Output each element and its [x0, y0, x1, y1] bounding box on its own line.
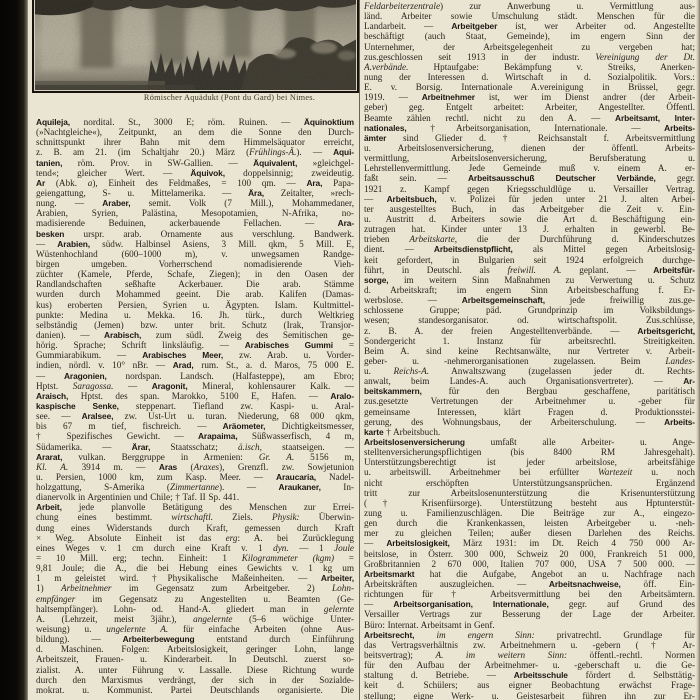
text-line: bis 67 m tief, fischreich. — Aräometer, Dichtigkeitsmesser, [36, 421, 354, 432]
text-line: wurden durch Mohammed geeint. Die arab. Kalifen (Damas- [36, 289, 354, 300]
text-line: 1921 z. Kampf gegen Kriegsschuldlüge u. Versailler Vertrag. [364, 183, 695, 194]
text-line: werbslose. — Arbeitsgemeinschaft, jede freiwillig zus.ge- [364, 295, 695, 306]
left-column [36, 117, 354, 695]
text-line: Büro: Internat. Arbeitsamt in Genf. [364, 619, 495, 630]
text-line: 1919. — Arbeitnehmer ist, wer im Dienst andrer (der Arbeit- [364, 92, 695, 103]
text-line: Arbeitsrecht, im engern Sinn: privatrechtl. Grundlage für [364, 629, 695, 640]
text-line: geber) geg. Entgelt arbeitet: Arbeiter, Angestellter. Öffentl. [364, 102, 695, 113]
text-line: (»Nachtgleiche«), Zeitpunkt, an dem die Sonne den Durch- [36, 127, 354, 138]
text-line: gen durch die Krankenkassen, leisten Arbeitgeber u. -neh- [364, 518, 695, 529]
text-line: Aquileja, nordital. St., 3000 E; röm. Ruinen. — Äquinoktium [36, 117, 354, 127]
text-line: Großbritannien 2 670 000, Italien 707 000, USA 7 500 000. — [364, 558, 695, 569]
text-line: geber- u. -nehmerorganisationen zugelassen. Beim Landes- [364, 355, 695, 366]
text-line: d. Maschinen. Folgen: Arbeitslosigkeit, geringer Lohn, lange [36, 644, 354, 655]
text-line: kaspische Senke, steppenart. Tiefland zw. Kaspi- u. Aral- [36, 400, 354, 411]
text-line: E. v. Borsig. Internationale A.vereinigung in Brüssel, gegr. [364, 82, 695, 93]
text-line: schnittspunkt ihrer Bahn mit dem Himmelsäquator erreicht, [36, 137, 354, 148]
text-line: Ar (Abk. a), Einheit des Feldmaßes, = 100 qm. — Ara, Papa- [36, 177, 354, 188]
text-line: A. (Lehrzeit, meist 3jähr.), angelernte (5–6 wöchige Unter- [36, 613, 354, 624]
text-line: see. — Aralsee, zw. Ust-Urt u. turan. Niederung, 68 000 qkm, [36, 411, 354, 422]
right-column [364, 1, 695, 700]
text-line: länd. Arbeiter sowie Umschulung städt. Menschen für die [364, 11, 695, 22]
text-line: birgen umgeben. Vorherrschend nomadisierende Vieh- [36, 258, 354, 269]
text-line: Arbeitszeit, Frauen- u. Kinderarbeit. In Deutschl. zuerst so- [36, 654, 354, 665]
text-line: † Spezifisches Gewicht. — Arapaima, Süßwasserfisch, 4 m, [36, 431, 354, 442]
text-line: — Arbeitsbuch, v. Polizei für jeden unter 21 J. alten Arbei- [364, 193, 695, 204]
text-line: = 10 Mill. erg; techn. Einheit: 1 Kilogrammeter (kgm) = [36, 553, 354, 564]
text-line: Südamerika. — Ärar, Staatsschatz; ä.isch, staatseigen. — [36, 441, 354, 452]
text-line: Hptst. Saragossa. — Aragonit, Mineral, kohlensaurer Kalk. — [36, 380, 354, 391]
text-line: Arbeit, jede planvolle Betätigung des Menschen zur Errei- [36, 502, 354, 513]
text-line: stellung; eigne Werk- u. Geistesarbeit führen ihn zur Er- [364, 690, 695, 700]
text-line: züchter (Kamele, Pferde, Schafe, Ziegen); in den Oasen der [36, 269, 354, 280]
text-line: Arbeitskräften auszugleichen. — Arbeitsnachweise, öff. Ein- [364, 579, 695, 590]
text-line: punkte: Medina u. Mekka. 16. Jh. türk., durch Weltkrieg [36, 309, 354, 320]
text-line: führt, in Deutschl. als freiwill. A. geplant. — Arbeitsfür- [364, 264, 695, 275]
text-line: indien, nördl. v. 10° nBr. — Arad, rum. St., a. d. Maros, 75 000 E. [36, 360, 354, 371]
text-line: keit d. Schülers; aus eigner Beobachtung erwächst Frage- [364, 680, 695, 691]
text-line: († Krisenfürsorge). Unterstützung besteht aus Hptunterstüt- [364, 497, 695, 508]
text-line: Versailler Vertrags zur Besserung der Lage der Arbeiter. [364, 609, 695, 620]
text-line: — Arabien, südw. Halbinsel Asiens, 3 Mill. qkm, 5 Mill. E, [36, 238, 354, 249]
text-line: u. arbeitswill. Arbeitnehmer bei erfüllter Wartezeit u. noch [364, 467, 695, 478]
text-line: Gummiarabikum. — Arabisches Meer, zw. Arab. u. Vorder- [36, 350, 354, 361]
text-line: gerung, des Wohnungsbaus, der Arbeiterschulung. — Arbeits- [364, 416, 695, 427]
text-line: u. Arbeitslosenversicherung, dienen der öffentl. Arbeits- [364, 142, 695, 153]
text-line: durch den Marxismus verdrängt, der sich in der Sozialde- [36, 674, 354, 685]
text-line: madisierende Beduinen, ackerbauende Fellachen. — Ara- [36, 218, 354, 229]
text-line: u. Persien, 1000 km, zum Kasp. Meer. — Araucaria, Nadel- [36, 471, 354, 482]
text-line: tritt zur Arbeitslosenunterstützung die Krisenunterstützung [364, 487, 695, 498]
text-line: richtungen für † Arbeitsvermittlung bei den Arbeitsämtern. [364, 589, 695, 600]
text-line: dianervolk in Argentinien und Chile; † Taf. II Sp. 441. [36, 492, 240, 503]
text-line: nung. — Araber, semit. Volk (7 Mill.), Mohammedaner, [36, 198, 354, 209]
page-edge [696, 0, 700, 700]
text-line: anwalt, beim Landes-A. auch Organisationsvertreter). — Ar- [364, 376, 695, 387]
text-line: besken urspr. arab. Ornamente aus verschlung. Bandwerk. [36, 228, 354, 239]
text-line: Lehrstellenvermittlung. Jede Gemeinde muß v. einem A. er- [364, 163, 695, 174]
text-line: A.verbände. Hptaufgabe: Bekämpfung v. Streiks, Anerken- [364, 61, 695, 72]
text-line: selbständig (Jemen) bzw. unter brit. Schutz (Irak, Transjor- [36, 319, 354, 330]
text-line: Kl. A. 3914 m. — Aras (Araxes), Grenzfl. zw. Sowjetunion [36, 461, 354, 472]
text-line: kus) eroberten Persien, Syrien u. Ägypten. Islam. Kultmittel- [36, 299, 354, 310]
text-line: beitslose, in Österr. 300 000, Schweiz 20 000, Frankreich 51 000, [364, 548, 695, 559]
text-line: × Weg. Absolute Einheit ist das erg: A. bei Zurücklegung [36, 532, 354, 543]
text-line: tanien, röm. Prov. in SW-Gallien. — Äquivalent, »gleichgel- [36, 157, 354, 168]
photo-caption: Römischer Aquädukt (Pont du Gard) bei Nimes. [143, 93, 316, 102]
text-line: weisung) u. ungelernte A. für einfache Arbeiten (ohne Aus- [36, 624, 354, 635]
text-line: sorge, im weitern Sinn Maßnahmen zu Verwertung u. Schutz [364, 274, 695, 285]
text-line: Randlandschaften seßhafte Ackerbauer. Die arab. Stämme [36, 279, 354, 290]
text-line: trieben Arbeitskarte, die der Durchführung d. Kinderschutzes [364, 234, 695, 245]
text-line: zus.gesetzte Vertretungen der Arbeitnehmer u. -geber für [364, 396, 695, 407]
text-line: das Vertragsverhältnis zw. Arbeitnehmern u. -gebern († Ar- [364, 639, 695, 650]
text-line: Wüstenhochland (600–1000 m), v. unwegsamen Randge- [36, 248, 354, 259]
text-line: beitskammern, für den Bergbau geschaffene, paritätisch [364, 386, 695, 397]
aqueduct-photo [35, 0, 356, 90]
text-line: 1 m geleistet wird. †Physikalische Maßeinheiten. — Arbeiter, [36, 573, 354, 584]
text-line: Beim A. sind keine Rechtsanwälte, nur Vertreter v. Arbeit- [364, 345, 695, 356]
text-line: staltung d. Betriebe. — Arbeitsschule fördert d. Selbsttätig- [364, 670, 695, 681]
text-line: empfänger im Gegensatz zu Angestellten u. Beamten (Ge- [36, 593, 354, 604]
book-gutter [0, 0, 28, 700]
text-line: danien). — Arabisch, zum südl. Zweig des Semitischen ge- [36, 329, 354, 340]
text-line: Arabien, Syrien, Palästina, Mesopotamien, N-Afrika, no- [36, 208, 354, 219]
text-line: haltsempfänger). Lohn- od. Hand-A. gliedert man in gelernte [36, 603, 354, 614]
text-line: faßt sein. — Arbeitsausschuß Deutscher Verbände, gegr. [364, 173, 695, 184]
text-line: vermittlung, Arbeitslosenversicherung, Berufsberatung u. [364, 153, 695, 164]
text-line: mer zu gleichen Teilen; außer diesen Darlehen des Reichs. [364, 528, 695, 539]
text-line: — Arbeitsorganisation, Internationale, gegr. auf Grund des [364, 599, 695, 610]
text-line: Ararat, vulkan. Berggruppe in Armenien: Gr. A. 5156 m, [36, 451, 354, 462]
text-line: keit gefordert, in Bulgarien seit 1924 erfolgreich durchge- [364, 254, 695, 265]
column-divider [359, 0, 360, 700]
text-line: zus.geschlossen seit 1913 in der industr. Vereinigung der Dt. [364, 51, 695, 62]
text-line: zutragen hat. Kinder unter 13 J. erhalten in gewerbl. Be- [364, 224, 695, 235]
text-line: hörig. Sprache; Schrift linksläufig. — Arabisches Gummi = [36, 340, 354, 351]
text-line: tend«; gleicher Wert. — Äquivok, doppelsinnig; zweideutig. [36, 167, 354, 178]
text-line: dung eines Widerstands durch Kraft, gemessen durch Kraft [36, 522, 354, 533]
text-line: bildung). — Arbeiterbewegung entstand durch Einführung [36, 634, 354, 645]
text-line: wesen; standesorganisator. od. wirtschaftspolit. Zus.schlüsse, [364, 315, 695, 326]
text-line: nicht erschöpften Unterstützungsansprüchen. Ergänzend [364, 477, 695, 488]
text-line: 1) Arbeitnehmer im Gegensatz zum Arbeitgeber. 2) Lohn- [36, 583, 354, 594]
text-line: Unterstützungsberechtigt ist jeder arbeitslose, arbeitsfähige [364, 457, 695, 468]
text-line: gemeinsame Interessen, klärt Fragen d. Produktionsstei- [364, 406, 695, 417]
text-line: karte † Arbeitsbuch. [364, 426, 441, 437]
text-line: Unternehmer, der Arbeitsgelegenheit zu vergeben hat; [364, 41, 695, 52]
text-line: dient. — Arbeitsdienstpflicht, als Mittel gegen Arbeitslosig- [364, 244, 695, 255]
text-line: mokrat. u. Kommunist. Partei Deutschlands organisierte. Die [36, 684, 354, 695]
aqueduct-figure [32, 0, 359, 102]
text-line: Feldarbeiterzentrale) zur Anwerbung u. Vermittlung aus- [364, 1, 695, 11]
text-line: Sondergericht 1. Instanz für arbeitsrechtl. Streitigkeiten. [364, 335, 695, 346]
text-line: ter ausgestelltes Buch, in das Arbeitgeber die Zeit v. Ein- [364, 203, 695, 214]
text-line: Landarbeit. — Arbeitgeber ist, wer Arbeiter od. Angestellte [364, 21, 695, 32]
text-line: — Aragonien, nordspan. Landsch. (Halfasteppe), am Ebro; [36, 370, 354, 381]
text-line: nung der Interessen d. Wirtschaft in d. Sozialpolitik. Vors.: [364, 71, 695, 82]
text-line: 9,81 Joule; die A., die bei Hebung eines Gewichts v. 1 kg um [36, 563, 354, 574]
text-line: zialist. A. unter Führung v. Lassalle. Diese Richtung wurde [36, 664, 354, 675]
text-line: Arbeitslosenversicherung umfaßt alle Arbeiter- u. Ange- [364, 437, 695, 448]
text-line: u. Austritt d. Arbeiters sowie die Art d. Beschäftigung ein- [364, 213, 695, 224]
text-line: d. Arbeitskraft; im engern Sinn Arbeitsbeschaffung f. Er- [364, 284, 695, 295]
text-line: u. Reichs-A. Anwaltszwang (zugelassen jeder dt. Rechts- [364, 366, 695, 377]
text-line: schlossene Gruppe; päd. Grundprinzip im Volksbildungs- [364, 305, 695, 316]
text-line: Arbeitsmarkt hat die Aufgabe, Angebot an u. Nachfrage nach [364, 568, 695, 579]
text-line: für den Aufbau der Arbeitnehmer- u. -geberschaft u. die Ge- [364, 660, 695, 671]
text-line: beschäftigt (auch Staat, Gemeinde), im engern Sinn der [364, 31, 695, 42]
text-line: zung u. Familienzuschlägen. Die Beiträge zur A., eingezo- [364, 508, 695, 519]
text-line: — Arbeitslosigkeit, März 1931: im Dt. Reich 4 750 000 Ar- [364, 538, 695, 549]
text-line: z. B. A. der freien Angestelltenverbände. — Arbeitsgericht, [364, 325, 695, 336]
text-line: holzgattung, S-Amerika (Zimmertanne). — Araukaner, In- [36, 482, 354, 493]
text-line: Araisch, Hptst. des span. Marokko, 5100 E, Hafen. — Aralo- [36, 390, 354, 401]
text-line: nationales, †Arbeitsorganisation, Internationale. — Arbeits- [364, 122, 695, 133]
text-line: chung eines bestimmt. wirtschaftl. Ziels. Physik: Überwin- [36, 512, 354, 523]
text-line: z. B. am 21. (im Schaltjahr 20.) März (Frühlings-Ä.). — Aqui- [36, 147, 354, 158]
text-line: geiengattung, S- u. Mittelamerika. — Ära, Zeitalter, »rech- [36, 187, 354, 198]
text-line: eines Weges v. 1 cm durch eine Kraft v. 1 dyn. — 1 Joule [36, 542, 354, 553]
text-line: stelltenversicherungspflichtigen (bis 8400 RM Jahresgehalt). [364, 447, 695, 458]
text-line: ämter sind Glieder d. † Reichsanstalt f. Arbeitsvermittlung [364, 132, 695, 143]
text-line: Beamte zählen rechtl. nicht zu den A. — Arbeitsamt, Inter- [364, 112, 695, 123]
text-line: beitsvertrag); A. im weitern Sinn: öffentl.-rechtl. Normen [364, 650, 695, 660]
